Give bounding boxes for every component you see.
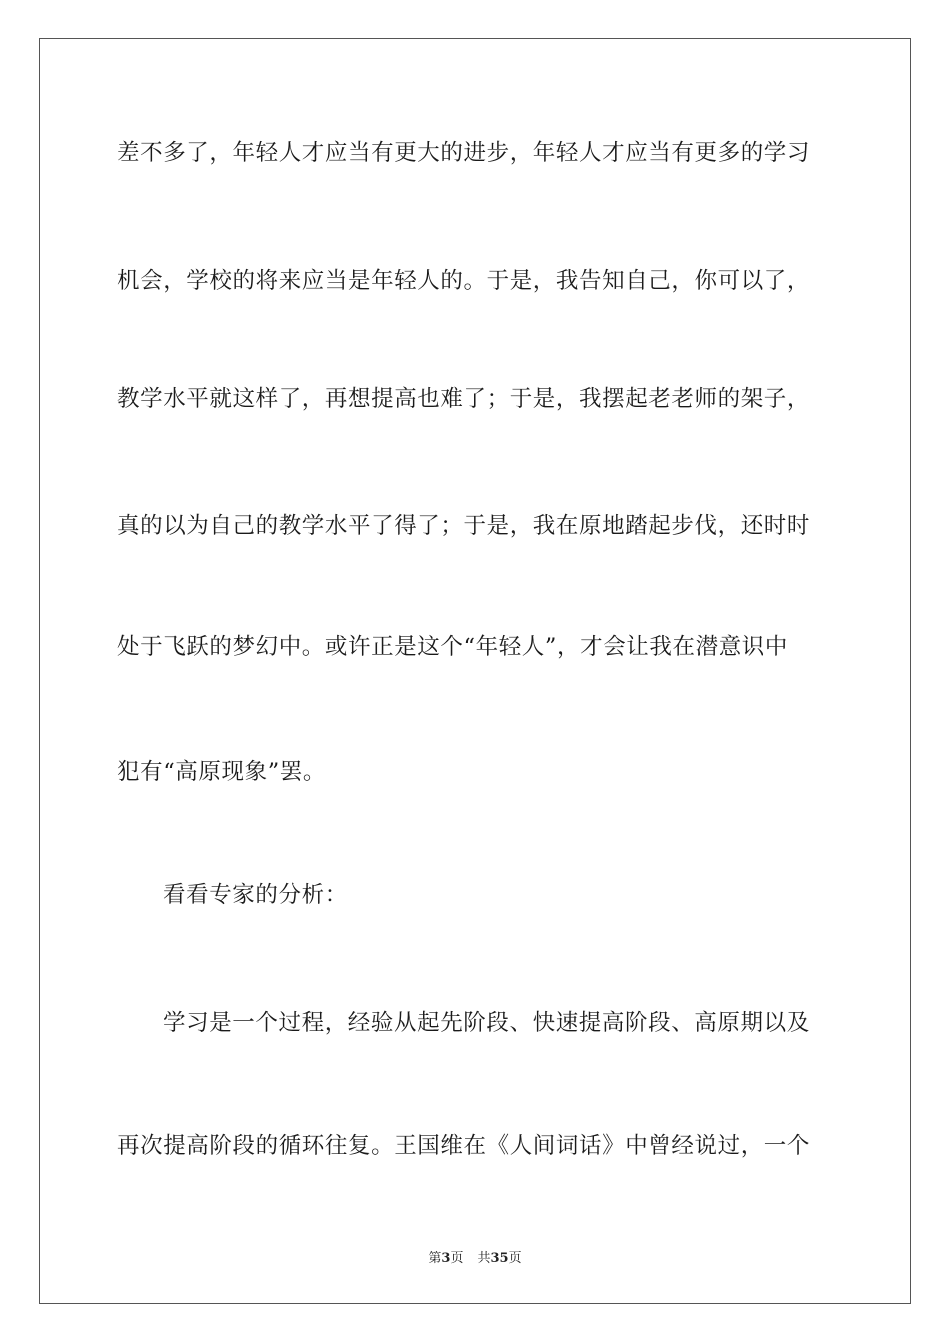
body-text-line-6: 犯有“高原现象”罢。 xyxy=(117,759,327,785)
body-text-line-2: 机会，学校的将来应当是年轻人的。于是，我告知自己，你可以了， xyxy=(117,268,811,294)
page-footer xyxy=(0,1247,950,1266)
body-text-line-3: 教学水平就这样了，再想提高也难了；于是，我摆起老老师的架子， xyxy=(117,386,811,412)
body-text-line-1: 差不多了，年轻人才应当有更大的进步，年轻人才应当有更多的学习 xyxy=(117,140,811,166)
page-number: 3 xyxy=(441,1251,451,1266)
total-prefix: 共 xyxy=(477,1251,491,1266)
body-text-line-8: 学习是一个过程，经验从起先阶段、快速提高阶段、高原期以及 xyxy=(163,1010,810,1036)
body-text-line-5: 处于飞跃的梦幻中。或许正是这个“年轻人”，才会让我在潜意识中 xyxy=(117,634,789,660)
page-border xyxy=(39,38,911,1304)
page-prefix: 第 xyxy=(428,1251,442,1266)
body-text-line-4: 真的以为自己的教学水平了得了；于是，我在原地踏起步伐，还时时 xyxy=(117,513,811,539)
paragraph-heading-line: 看看专家的分析： xyxy=(163,882,348,908)
body-text-line-9: 再次提高阶段的循环往复。王国维在《人间词话》中曾经说过，一个 xyxy=(117,1133,811,1159)
page-suffix: 页 xyxy=(450,1251,464,1266)
total-suffix: 页 xyxy=(508,1251,522,1266)
total-pages: 35 xyxy=(490,1251,509,1266)
